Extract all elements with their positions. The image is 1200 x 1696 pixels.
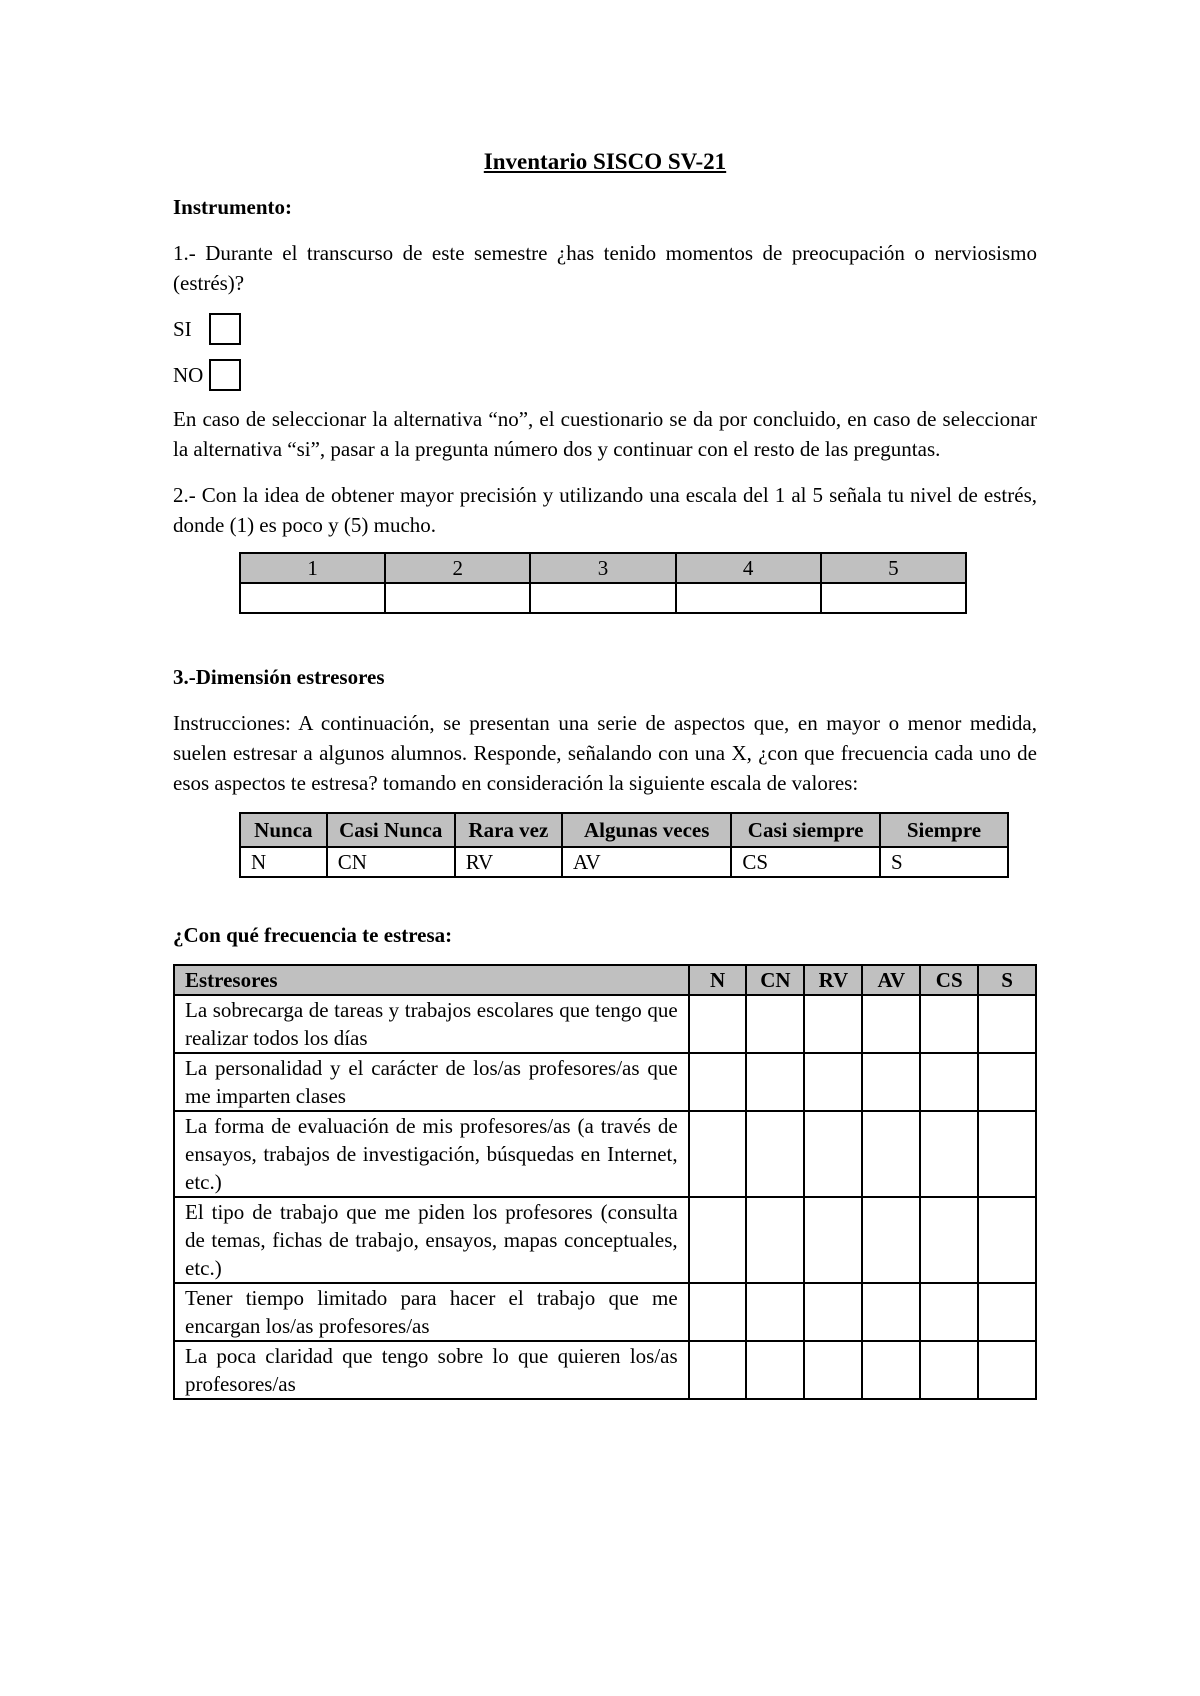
stressor-row	[174, 1283, 1036, 1341]
frequency-header: Algunas veces	[562, 813, 731, 847]
answer-cell[interactable]	[804, 1197, 862, 1283]
frequency-code-row	[240, 847, 1008, 877]
scale-answer-cell[interactable]	[676, 583, 821, 613]
stressor-text: El tipo de trabajo que me piden los profesores (consulta de temas, fichas de trabajo, ensayos, mapas conceptuales, etc.)	[174, 1197, 689, 1283]
frequency-header-row	[240, 813, 1008, 847]
frequency-code: S	[880, 847, 1008, 877]
stressor-row	[174, 1053, 1036, 1111]
option-si-row	[173, 306, 1037, 352]
section-3-heading: 3.-Dimensión estresores	[173, 665, 385, 689]
answer-cell[interactable]	[689, 995, 747, 1053]
answer-cell[interactable]	[862, 1197, 920, 1283]
answer-cell[interactable]	[862, 1111, 920, 1197]
frequency-column-header: RV	[804, 965, 862, 995]
question-1-text: 1.- Durante el transcurso de este semestre ¿has tenido momentos de preocupación o nerviosismo (estrés)?	[173, 241, 1037, 295]
instructions-note: En caso de seleccionar la alternativa “no”, el cuestionario se da por concluido, en caso de seleccionar la alternativa “si”, pasar a la pregunta número dos y continuar con el resto de las preguntas.	[173, 407, 1037, 461]
stressor-text: La poca claridad que tengo sobre lo que quieren los/as profesores/as	[174, 1341, 689, 1399]
frequency-code: CS	[731, 847, 880, 877]
scale-answer-row	[240, 583, 966, 613]
answer-cell[interactable]	[978, 1283, 1036, 1341]
option-si-checkbox[interactable]	[209, 313, 241, 345]
answer-cell[interactable]	[920, 1053, 978, 1111]
answer-cell[interactable]	[746, 1053, 804, 1111]
answer-cell[interactable]	[804, 1111, 862, 1197]
frequency-header: Casi siempre	[731, 813, 880, 847]
option-no-checkbox[interactable]	[209, 359, 241, 391]
frequency-header: Rara vez	[455, 813, 562, 847]
frequency-column-header: AV	[862, 965, 920, 995]
scale-header-1: 1	[240, 553, 385, 583]
answer-cell[interactable]	[862, 995, 920, 1053]
instrumento-label: Instrumento:	[173, 195, 292, 219]
answer-cell[interactable]	[804, 995, 862, 1053]
frequency-code: N	[240, 847, 327, 877]
answer-cell[interactable]	[978, 1053, 1036, 1111]
scale-answer-cell[interactable]	[385, 583, 530, 613]
answer-cell[interactable]	[689, 1283, 747, 1341]
answer-cell[interactable]	[804, 1341, 862, 1399]
scale-answer-cell[interactable]	[240, 583, 385, 613]
scale-header-2: 2	[385, 553, 530, 583]
stressor-row	[174, 1111, 1036, 1197]
frequency-header: Siempre	[880, 813, 1008, 847]
scale-answer-cell[interactable]	[821, 583, 966, 613]
answer-cell[interactable]	[746, 1283, 804, 1341]
answer-cell[interactable]	[862, 1053, 920, 1111]
scale-header-3: 3	[530, 553, 675, 583]
answer-cell[interactable]	[689, 1053, 747, 1111]
answer-cell[interactable]	[689, 1197, 747, 1283]
option-no-label: NO	[173, 362, 204, 387]
stressor-text: La forma de evaluación de mis profesores/as (a través de ensayos, trabajos de investigación, búsquedas en Internet, etc.)	[174, 1111, 689, 1197]
frequency-column-header: CS	[920, 965, 978, 995]
stressors-table	[173, 964, 1037, 1400]
answer-cell[interactable]	[920, 995, 978, 1053]
answer-cell[interactable]	[689, 1341, 747, 1399]
answer-cell[interactable]	[978, 1341, 1036, 1399]
answer-cell[interactable]	[862, 1283, 920, 1341]
scale-header-row	[240, 553, 966, 583]
frequency-column-header: N	[689, 965, 747, 995]
option-no-row	[173, 352, 1037, 398]
answer-cell[interactable]	[978, 995, 1036, 1053]
answer-cell[interactable]	[746, 1341, 804, 1399]
stress-level-scale-table	[239, 552, 967, 614]
answer-cell[interactable]	[920, 1341, 978, 1399]
frequency-scale-table	[239, 812, 1009, 878]
frequency-code: AV	[562, 847, 731, 877]
stressor-text: La sobrecarga de tareas y trabajos escolares que tengo que realizar todos los días	[174, 995, 689, 1053]
answer-cell[interactable]	[978, 1111, 1036, 1197]
section-3-instructions: Instrucciones: A continuación, se presentan una serie de aspectos que, en mayor o menor medida, suelen estresar a algunos alumnos. Responde, señalando con una X, ¿con que frecuencia cada uno de esos aspectos te estresa? tomando en consideración la siguiente escala de valores:	[173, 711, 1037, 795]
frequency-question-heading: ¿Con qué frecuencia te estresa:	[173, 923, 453, 947]
answer-cell[interactable]	[920, 1111, 978, 1197]
page-title: Inventario SISCO SV-21	[483, 149, 727, 174]
stressor-text: La personalidad y el carácter de los/as profesores/as que me imparten clases	[174, 1053, 689, 1111]
question-2-text: 2.- Con la idea de obtener mayor precisión y utilizando una escala del 1 al 5 señala tu nivel de estrés, donde (1) es poco y (5) mucho.	[173, 483, 1037, 537]
stressor-row	[174, 1197, 1036, 1283]
stressor-text: Tener tiempo limitado para hacer el trabajo que me encargan los/as profesores/as	[174, 1283, 689, 1341]
option-si-label: SI	[173, 316, 192, 341]
frequency-code: CN	[327, 847, 455, 877]
stressors-header-row	[174, 965, 1036, 995]
answer-cell[interactable]	[804, 1053, 862, 1111]
answer-cell[interactable]	[920, 1197, 978, 1283]
frequency-code: RV	[455, 847, 562, 877]
document-page	[173, 140, 1037, 1400]
answer-cell[interactable]	[746, 1111, 804, 1197]
answer-cell[interactable]	[862, 1341, 920, 1399]
scale-answer-cell[interactable]	[530, 583, 675, 613]
frequency-header: Nunca	[240, 813, 327, 847]
stressor-row	[174, 1341, 1036, 1399]
frequency-column-header: CN	[746, 965, 804, 995]
frequency-header: Casi Nunca	[327, 813, 455, 847]
answer-cell[interactable]	[746, 995, 804, 1053]
stressors-column-header: Estresores	[174, 965, 689, 995]
stressor-row	[174, 995, 1036, 1053]
answer-cell[interactable]	[746, 1197, 804, 1283]
scale-header-4: 4	[676, 553, 821, 583]
answer-cell[interactable]	[689, 1111, 747, 1197]
answer-cell[interactable]	[920, 1283, 978, 1341]
frequency-column-header: S	[978, 965, 1036, 995]
answer-cell[interactable]	[978, 1197, 1036, 1283]
scale-header-5: 5	[821, 553, 966, 583]
answer-cell[interactable]	[804, 1283, 862, 1341]
